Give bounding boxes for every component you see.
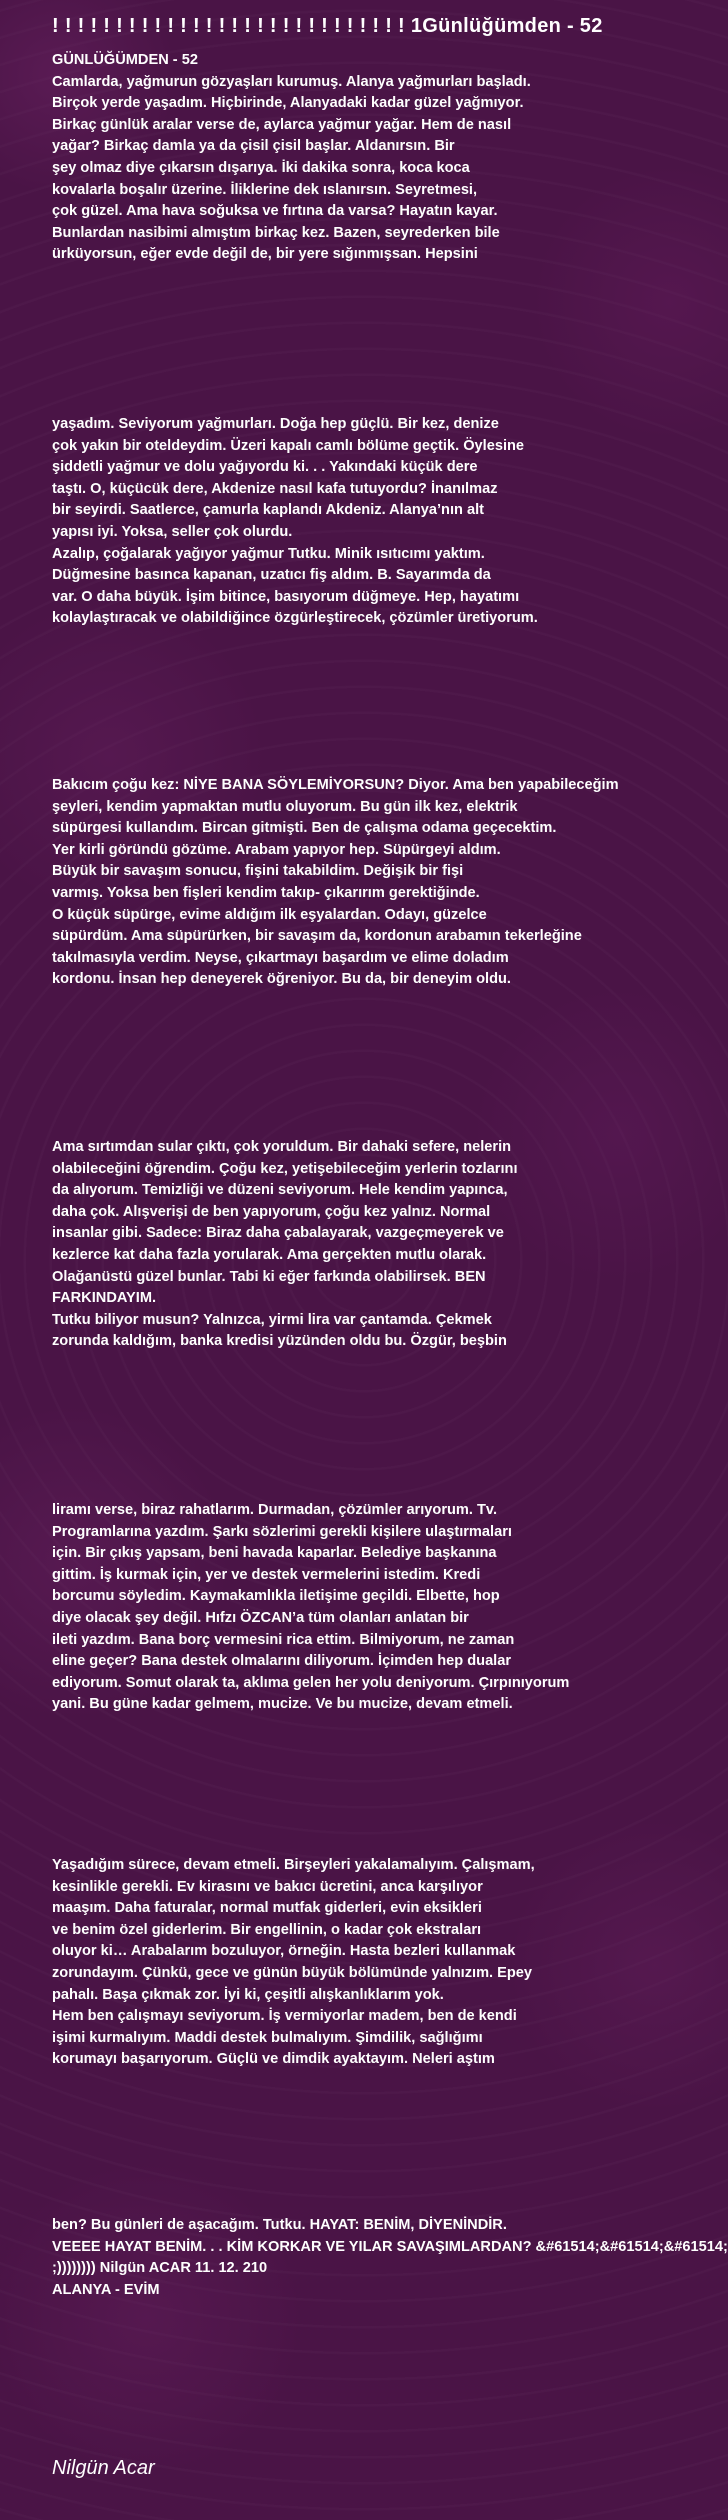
poem-line: kordonu. İnsan hep deneyerek öğreniyor. Bu da, bir deneyim oldu.: [52, 971, 511, 988]
poem-line: ürküyorsun, eğer evde değil de, bir yere sığınmışsan. Hepsini: [52, 246, 478, 263]
poem-line: var. O daha büyük. İşim bitince, basıyorum düğmeye. Hep, hayatımı: [52, 588, 520, 605]
poem-line: korumayı başarıyorum. Güçlü ve dimdik ayaktayım. Neleri aştım: [52, 2051, 495, 2068]
poem-line: Bakıcım çoğu kez: NİYE BANA SÖYLEMİYORSUN? Diyor. Ama ben yapabileceğim: [52, 777, 619, 793]
poem-line: Bunlardan nasibimi almıştım birkaç kez. Bazen, seyrederken bile: [52, 224, 500, 241]
poem-line: kezlerce kat daha fazla yorularak. Ama gerçekten mutlu olarak.: [52, 1246, 487, 1263]
poem-line: GÜNLÜĞÜMDEN - 52: [52, 52, 198, 68]
poem-line: liramı verse, biraz rahatlarım. Durmadan, çözümler arıyorum. Tv.: [52, 1502, 498, 1518]
poem-line: oluyor ki… Arabalarım bozuluyor, örneğin. Hasta bezleri kullanmak: [52, 1943, 516, 1960]
poem-line: çok güzel. Ama hava soğuksa ve fırtına da varsa? Hayatın kayar.: [52, 203, 498, 220]
poem-line: çok yakın bir oteldeydim. Üzeri kapalı camlı bölüme geçtik. Öylesine: [52, 437, 525, 454]
poem-line: Azalıp, çoğalarak yağıyor yağmur Tutku. Minik ısıtıcımı yaktım.: [52, 545, 485, 562]
poem-line: zorunda kaldığım, banka kredisi yüzünden oldu bu. Özgür, beşbin: [52, 1333, 507, 1350]
poem-line: insanlar gibi. Sadece: Biraz daha çabalayarak, vazgeçmeyerek ve: [52, 1225, 504, 1242]
poem-line: için. Bir çıkış yapsam, beni havada kaparlar. Belediye başkanına: [52, 1545, 497, 1562]
poem-line: borcumu söyledim. Kaymakamlıkla iletişime geçildi. Elbette, hop: [52, 1588, 500, 1605]
poem-line: eline geçer? Bana destek olmalarını diliyorum. İçimden hep dualar: [52, 1653, 512, 1670]
poem-line: Büyük bir savaşım sonucu, fişini takabildim. Değişik bir fişi: [52, 863, 464, 880]
poem-line: süpürgesi kullandım. Bircan gitmişti. Ben de çalışma odama geçecektim.: [52, 820, 557, 837]
stanza-7: [52, 2215, 728, 2301]
poem-line: yani. Bu güne kadar gelmem, mucize. Ve bu mucize, devam etmeli.: [52, 1696, 513, 1713]
poem-line: zorundayım. Çünkü, gece ve günün büyük bölümünde yalnızım. Epey: [52, 1964, 533, 1981]
poem-line: da alıyorum. Temizliği ve düzeni seviyorum. Hele kendim yapınca,: [52, 1182, 508, 1199]
poem-line: ben? Bu günleri de aşacağım. Tutku. HAYAT: BENİM, DİYENİNDİR.: [52, 2217, 507, 2233]
poem-line: pahalı. Başa çıkmak zor. İyi ki, çeşitli alışkanlıklarım yok.: [52, 1986, 444, 2003]
poem-line: VEEEE HAYAT BENİM. . . KİM KORKAR VE YILAR SAVAŞIMLARDAN? &#61514;&#61514;&#61514;: [52, 2238, 728, 2255]
poem-line: Yer kirli göründü gözüme. Arabam yapıyor hep. Süpürgeyi aldım.: [52, 841, 501, 858]
poem-line: yağar? Birkaç damla ya da çisil çisil başlar. Aldanırsın. Bir: [52, 138, 455, 155]
poem-line: diye olacak şey değil. Hıfzı ÖZCAN’a tüm olanları anlatan bir: [52, 1609, 469, 1626]
poem-line: yapısı iyi. Yoksa, seller çok olurdu.: [52, 523, 293, 540]
poem-line: ileti yazdım. Bana borç vermesini rica ettim. Bilmiyorum, ne zaman: [52, 1631, 515, 1648]
author-signature: Nilgün Acar: [52, 2457, 155, 2479]
poem-line: Birçok yerde yaşadım. Hiçbirinde, Alanyadaki kadar güzel yağmıyor.: [52, 95, 524, 112]
poem-line: şeyleri, kendim yapmaktan mutlu oluyorum. Bu gün ilk kez, elektrik: [52, 798, 518, 815]
poem-line: yaşadım. Seviyorum yağmurları. Doğa hep güçlü. Bir kez, denize: [52, 416, 499, 432]
poem-line: FARKINDAYIM.: [52, 1290, 157, 1307]
stanza-6: [52, 1855, 640, 2071]
poem-line: ;)))))))) Nilgün ACAR 11. 12. 210: [52, 2260, 268, 2277]
poem-line: Olağanüstü güzel bunlar. Tabi ki eğer farkında olabilirsek. BEN: [52, 1268, 486, 1285]
poem-line: Programlarına yazdım. Şarkı sözlerimi gerekli kişilere ulaştırmaları: [52, 1523, 512, 1540]
poem-line: Hem ben çalışmayı seviyorum. İş vermiyorlar madem, ben de kendi: [52, 2008, 517, 2025]
poem-line: Camlarda, yağmurun gözyaşları kurumuş. Alanya yağmurları başladı.: [52, 73, 531, 90]
stanza-4: [52, 1137, 640, 1353]
poem-line: Ama sırtımdan sular çıktı, çok yoruldum. Bir dahaki sefere, nelerin: [52, 1139, 512, 1155]
poem-line: olabileceğini öğrendim. Çoğu kez, yetişebileceğim yerlerin tozlarını: [52, 1160, 518, 1177]
poem-line: daha çok. Alışverişi de ben yapıyorum, çoğu kez yalnız. Normal: [52, 1203, 491, 1220]
stanza-2: [52, 414, 640, 630]
poem-line: işimi kurmalıyım. Maddi destek bulmalıyım. Şimdilik, sağlığımı: [52, 2029, 483, 2046]
poem-line: Tutku biliyor musun? Yalnızca, yirmi lira var çantamda. Çekmek: [52, 1311, 492, 1328]
stanza-5: [52, 1500, 640, 1716]
poem-line: kesinlikle gerekli. Ev kirasını ve bakıcı ücretini, anca karşılıyor: [52, 1878, 483, 1895]
poem-line: süpürdüm. Ama süpürürken, bir savaşım da, kordonun arabamın tekerleğine: [52, 928, 582, 945]
poem-line: Düğmesine basınca kapanan, uzatıcı fiş aldım. B. Sayarımda da: [52, 567, 491, 584]
poem-line: O küçük süpürge, evime aldığım ilk eşyalardan. Odayı, güzelce: [52, 906, 487, 923]
poem-line: şey olmaz diye çıkarsın dışarıya. İki dakika sonra, koca koca: [52, 159, 470, 176]
poem-line: ediyorum. Somut olarak ta, aklıma gelen her yolu deniyorum. Çırpınıyorum: [52, 1674, 570, 1691]
poem-line: Birkaç günlük aralar verse de, aylarca yağmur yağar. Hem de nasıl: [52, 116, 512, 133]
stanza-3: [52, 775, 640, 991]
poem-line: kolaylaştıracak ve olabildiğince özgürleştirecek, çözümler üretiyorum.: [52, 610, 538, 627]
poem-line: bir seyirdi. Saatlerce, çamurla kaplandı Akdeniz. Alanya’nın alt: [52, 502, 485, 519]
poem-line: ALANYA - EVİM: [52, 2281, 160, 2298]
stanza-1: [52, 50, 640, 266]
poem-title: ! ! ! ! ! ! ! ! ! ! ! ! ! ! ! ! ! ! ! ! ! ! ! ! ! ! ! ! 1Günlüğümden - 52: [52, 15, 603, 37]
poem-line: takılmasıyla verdim. Neyse, çıkartmayı başardım ve elime doladım: [52, 949, 509, 966]
poem-line: gittim. İş kurmak için, yer ve destek vermelerini istedim. Kredi: [52, 1566, 481, 1583]
poem-line: maaşım. Daha faturalar, normal mutfak giderleri, evin eksikleri: [52, 1900, 482, 1917]
poem-line: kovalarla boşalır üzerine. İliklerine dek ıslanırsın. Seyretmesi,: [52, 181, 478, 198]
poem-line: ve benim özel giderlerim. Bir engellinin, o kadar çok ekstraları: [52, 1921, 482, 1938]
poem-line: taştı. O, küçücük dere, Akdenize nasıl kafa tutuyordu? İnanılmaz: [52, 480, 498, 497]
poem-line: şiddetli yağmur ve dolu yağıyordu ki. . . Yakındaki küçük dere: [52, 459, 478, 476]
poem-line: varmış. Yoksa ben fişleri kendim takıp- çıkarırım gerektiğinde.: [52, 884, 480, 901]
poem-line: Yaşadığım sürece, devam etmeli. Birşeyleri yakalamalıyım. Çalışmam,: [52, 1857, 535, 1873]
